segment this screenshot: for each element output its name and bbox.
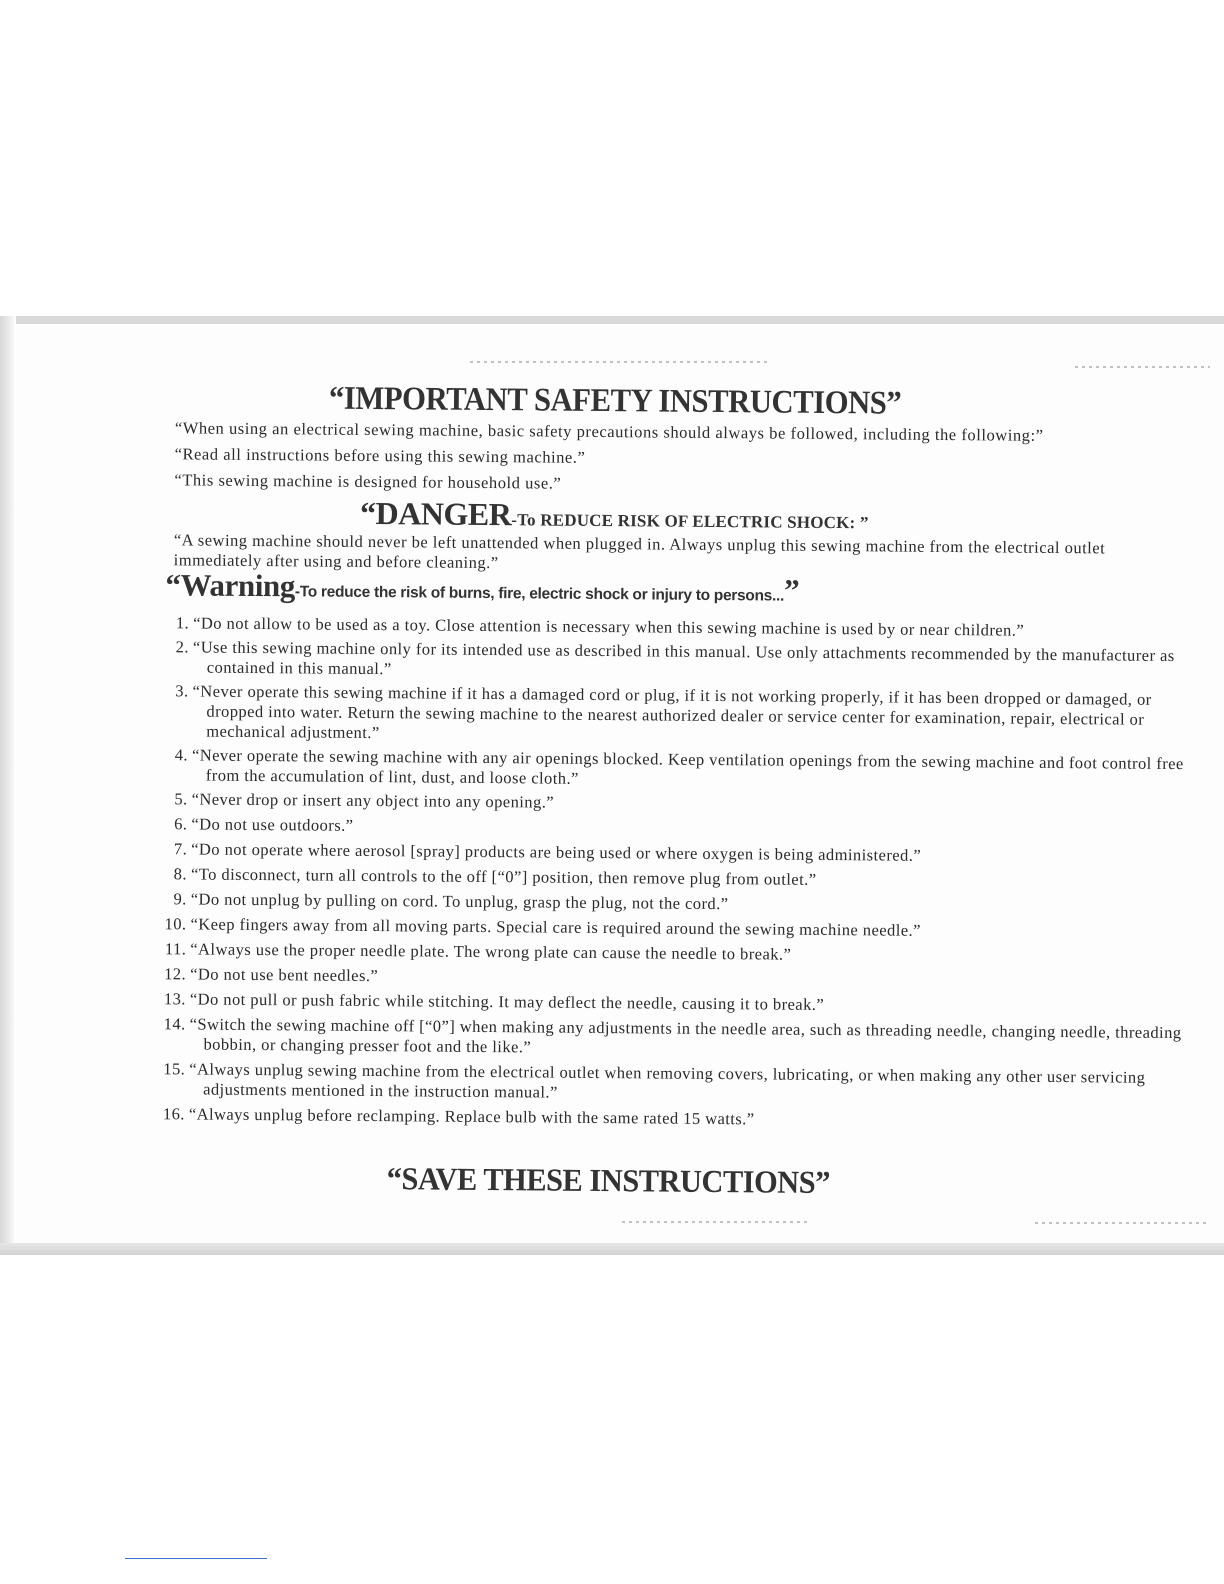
list-item bbox=[157, 1014, 1187, 1063]
warning-close-quote: ” bbox=[783, 572, 800, 608]
item-text: “Do not unplug by pulling on cord. To unplug, grasp the plug, not the cord.” bbox=[190, 889, 729, 914]
document-content bbox=[7, 0, 1224, 1201]
item-text: “Always unplug before reclamping. Replace bulb with the same rated 15 watts.” bbox=[188, 1104, 755, 1129]
item-text: “Do not use bent needles.” bbox=[190, 964, 379, 986]
danger-open-quote: “ bbox=[359, 494, 376, 532]
warning-subhead: -To reduce the risk of burns, fire, electric shock or injury to persons... bbox=[294, 583, 785, 605]
item-text: “Never operate this sewing machine if it has a damaged cord or plug, if it is not working properly, if it has been dropped or damaged, or dropped into water. Return the sewing machine to the nearest authorized dealer or service center for examination, repair, electrical or mechanical adjustment.” bbox=[192, 681, 1152, 743]
item-number: 9. bbox=[173, 889, 187, 909]
item-number: 12. bbox=[164, 964, 187, 984]
item-text: “Always unplug sewing machine from the electrical outlet when removing covers, lubricating, or when making any other user servicing adjustments mentioned in the instruction manual.” bbox=[189, 1059, 1146, 1102]
list-item bbox=[159, 864, 1189, 893]
list-item bbox=[158, 914, 1188, 943]
item-number: 8. bbox=[173, 864, 188, 884]
item-number: 5. bbox=[174, 789, 188, 809]
item-text: “Keep fingers away from all moving parts. Special care is required around the sewing machine needle.” bbox=[190, 914, 922, 940]
item-number: 7. bbox=[173, 839, 188, 859]
item-number: 4. bbox=[174, 745, 189, 765]
list-item bbox=[160, 745, 1190, 794]
danger-heading bbox=[360, 495, 869, 536]
intro-line: “Read all instructions before using this sewing machine.” bbox=[174, 444, 586, 467]
item-number: 1. bbox=[175, 613, 190, 633]
item-text: “Never operate the sewing machine with any air openings blocked. Keep ventilation openings from the sewing machine and foot control free from the accumulation of lint, dust, and loose cloth.” bbox=[191, 745, 1184, 788]
intro-line: “When using an electrical sewing machine, basic safety precautions should always be followed, including the following:” bbox=[174, 418, 1044, 445]
intro-line: “This sewing machine is designed for household use.” bbox=[174, 470, 562, 493]
item-number: 10. bbox=[164, 914, 187, 934]
item-number: 15. bbox=[163, 1059, 186, 1079]
list-item bbox=[159, 839, 1189, 868]
list-item bbox=[159, 889, 1189, 918]
list-item bbox=[160, 681, 1190, 750]
list-item bbox=[157, 1059, 1187, 1108]
item-text: “Do not allow to be used as a toy. Close attention is necessary when this sewing machine is used by or near children.” bbox=[193, 613, 1025, 640]
danger-subhead: -To REDUCE RISK OF ELECTRIC SHOCK: bbox=[511, 510, 856, 533]
item-text: “Switch the sewing machine off [“0”] when making any adjustments in the needle area, such as threading needle, changing needle, threading bobbin, or changing presser foot and the like.” bbox=[189, 1014, 1182, 1057]
item-number: 13. bbox=[163, 989, 186, 1009]
item-text: “Always use the proper needle plate. The wrong plate can cause the needle to break.” bbox=[190, 939, 792, 964]
list-item bbox=[160, 789, 1190, 818]
warning-heading bbox=[165, 567, 799, 609]
item-number: 3. bbox=[175, 681, 189, 701]
warning-word: Warning bbox=[180, 567, 296, 604]
item-text: “Do not pull or push fabric while stitching. It may deflect the needle, causing it to break.” bbox=[189, 989, 825, 1014]
list-item bbox=[158, 964, 1188, 993]
footer-rule bbox=[125, 1558, 267, 1559]
scan-speckle bbox=[1035, 1222, 1210, 1224]
item-number: 16. bbox=[162, 1104, 185, 1124]
warning-open-quote: “ bbox=[165, 567, 181, 603]
list-item bbox=[158, 939, 1188, 968]
item-text: “Do not operate where aerosol [spray] products are being used or where oxygen is being administered.” bbox=[191, 839, 922, 865]
danger-text: “A sewing machine should never be left unattended when plugged in. Always unplug this sewing machine from the electrical outlet immediately after using and before cleaning.” bbox=[173, 530, 1106, 573]
item-text: “To disconnect, turn all controls to the off [“0”] position, then remove plug from outlet.” bbox=[190, 864, 817, 889]
safety-list bbox=[157, 613, 1191, 1133]
list-item bbox=[159, 814, 1189, 843]
scan-speckle bbox=[470, 361, 770, 363]
item-number: 11. bbox=[164, 939, 187, 959]
save-instructions-title: “SAVE THESE INSTRUCTIONS” bbox=[386, 1160, 831, 1201]
scan-bottom-band bbox=[0, 1243, 1224, 1255]
item-text: “Never drop or insert any object into any opening.” bbox=[191, 789, 555, 812]
page-title: “IMPORTANT SAFETY INSTRUCTIONS” bbox=[328, 380, 902, 422]
scan-speckle bbox=[622, 1221, 807, 1223]
item-number: 2. bbox=[175, 637, 190, 657]
list-item bbox=[161, 637, 1191, 686]
danger-word: DANGER bbox=[375, 495, 512, 533]
item-text: “Do not use outdoors.” bbox=[191, 814, 354, 835]
scan-top-band bbox=[0, 316, 1224, 324]
item-number: 6. bbox=[174, 814, 188, 834]
scan-left-edge bbox=[0, 316, 16, 1251]
item-number: 14. bbox=[163, 1014, 186, 1034]
item-text: “Use this sewing machine only for its intended use as described in this manual. Use only attachments recommended by the manufacturer as contained in this manual.” bbox=[192, 637, 1175, 679]
list-item bbox=[158, 989, 1188, 1018]
scan-speckle bbox=[1075, 366, 1210, 368]
danger-close-quote: ” bbox=[855, 513, 869, 533]
